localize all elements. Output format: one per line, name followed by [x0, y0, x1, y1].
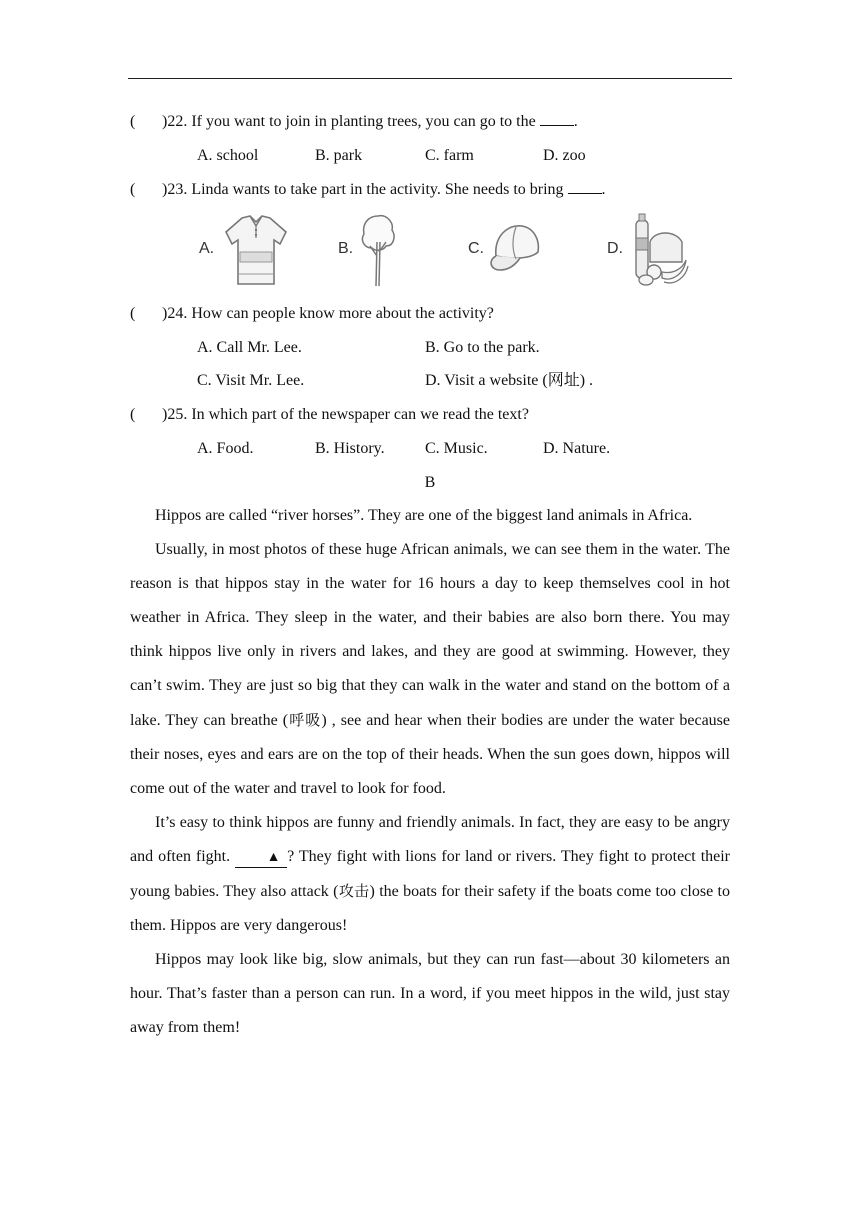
passage-paragraph-4: Hippos may look like big, slow animals, but they can run fast—about 30 kilometers an hour. That’s faster than a person can run. In a word, if you meet hippos in the wild, just stay away from them! [130, 951, 730, 1036]
q25-option-a: A. Food. [197, 440, 254, 457]
question-23-text: )23. Linda wants to take part in the activity. She needs to bring [162, 181, 564, 198]
q24-option-b: B. Go to the park. [425, 339, 540, 356]
polo-shirt-icon [220, 212, 292, 288]
q24-option-d: D. Visit a website (网址) . [425, 372, 594, 389]
tree-icon [358, 212, 398, 288]
question-25-text: )25. In which part of the newspaper can we read the text? [162, 406, 529, 423]
q23-option-a: A. [199, 240, 215, 257]
passage-paragraph-3: It’s easy to think hippos are funny and friendly animals. In fact, they are easy to be angry and often fight. ▲ ? They fight with lions for land or rivers. They fight to protect their young babies. They also attack (攻击) the boats for their safety if the boats come too close to them. Hippos are very dangerous! [130, 814, 731, 934]
answer-bracket: ( [130, 113, 136, 130]
question-25 [130, 405, 529, 425]
q22-option-c: C. farm [425, 147, 474, 164]
question-23: ( )23. Linda wants to take part in the activity. She needs to bring . [130, 181, 606, 198]
cap-icon [486, 212, 542, 288]
answer-bracket: ( [130, 181, 136, 198]
question-22-text: )22. If you want to join in planting trees, you can go to the [162, 113, 536, 130]
q22-option-d: D. zoo [543, 147, 586, 164]
q23-option-b: B. [338, 240, 354, 257]
q25-option-b: B. History. [315, 440, 385, 457]
passage-paragraph-2: Usually, in most photos of these huge African animals, we can see them in the water. The reason is that hippos stay in the water for 16 hours a day to keep themselves cool in hot weather in Africa. They sleep in the water, and their babies are also born there. You may think hippos live only in rivers and lakes, and they are good at swimming. However, they can’t swim. They are just so big that they can walk in the water and stand on the bottom of a lake. They can breathe (呼吸) , see and hear when their bodies are under the water because their noses, eyes and ears are on the top of their heads. When the sun goes down, hippos will come out of the water and travel to look for food. [130, 541, 730, 797]
q25-option-d: D. Nature. [543, 440, 611, 457]
q23-option-c: C. [468, 240, 484, 257]
q22-option-a: A. school [197, 147, 259, 164]
answer-bracket: ( [130, 406, 136, 423]
triangle-blank: ▲ [235, 849, 287, 868]
question-24-text: )24. How can people know more about the activity? [162, 305, 494, 322]
reading-passage [130, 499, 730, 1045]
answer-blank [540, 112, 574, 126]
q24-option-c: C. Visit Mr. Lee. [197, 372, 305, 389]
answer-bracket: ( [130, 305, 136, 322]
question-24 [130, 304, 494, 324]
q23-option-d: D. [607, 240, 623, 257]
passage-paragraph-1: Hippos are called “river horses”. They are one of the biggest land animals in Africa. [155, 507, 693, 524]
section-label: B [424, 474, 436, 491]
q25-option-c: C. Music. [425, 440, 488, 457]
question-22: ( )22. If you want to join in planting trees, you can go to the . [130, 113, 578, 130]
q22-option-b: B. park [315, 147, 363, 164]
header-rule [128, 78, 732, 79]
answer-blank [568, 180, 602, 194]
food-drinks-icon [628, 212, 690, 288]
q24-option-a: A. Call Mr. Lee. [197, 339, 302, 356]
